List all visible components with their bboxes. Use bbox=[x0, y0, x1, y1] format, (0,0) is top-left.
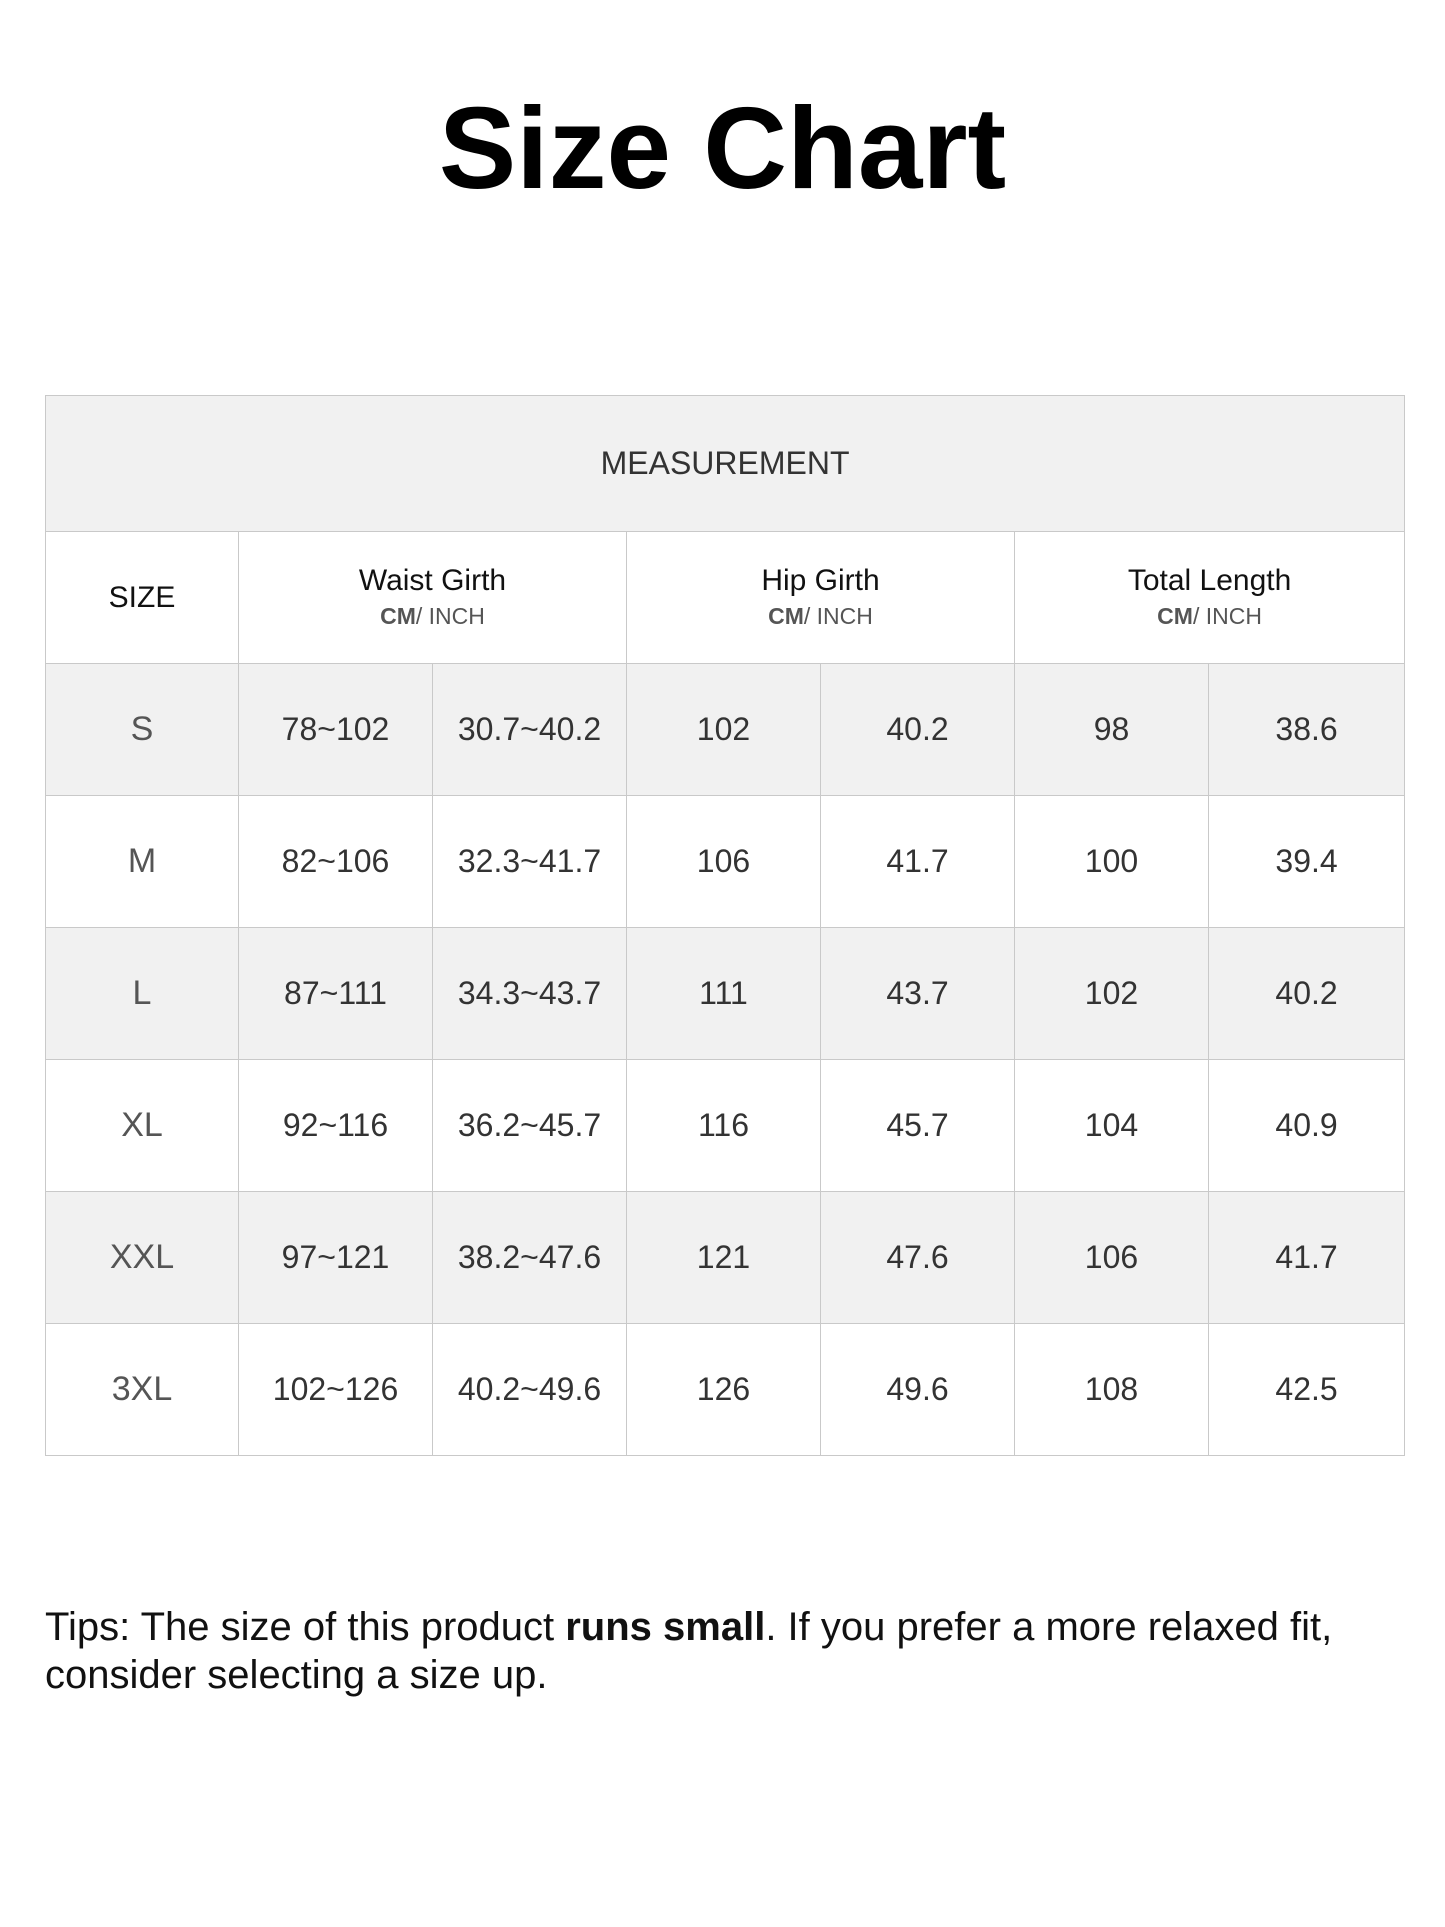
waist-inch-cell: 34.3~43.7 bbox=[433, 928, 627, 1060]
unit-inch: / INCH bbox=[1192, 602, 1262, 629]
unit-inch: / INCH bbox=[415, 602, 485, 629]
hip-cm-cell: 116 bbox=[627, 1060, 821, 1192]
page-title: Size Chart bbox=[438, 83, 1007, 213]
waist-cm-cell: 78~102 bbox=[239, 664, 433, 796]
total-length-unit bbox=[1015, 599, 1404, 633]
waist-inch-cell: 40.2~49.6 bbox=[433, 1324, 627, 1456]
hip-girth-unit bbox=[627, 599, 1014, 633]
waist-inch-cell: 38.2~47.6 bbox=[433, 1192, 627, 1324]
hip-cm-cell: 126 bbox=[627, 1324, 821, 1456]
total-length-title: Total Length bbox=[1127, 563, 1292, 597]
size-cell: 3XL bbox=[46, 1324, 239, 1456]
waist-girth-title: Waist Girth bbox=[358, 563, 507, 597]
tips-text bbox=[45, 1603, 1445, 1699]
hip-cm-cell: 111 bbox=[627, 928, 821, 1060]
tips-emphasis: runs small bbox=[565, 1605, 766, 1649]
size-cell: M bbox=[46, 796, 239, 928]
unit-cm: CM bbox=[768, 602, 804, 629]
table-row bbox=[46, 1324, 1405, 1456]
hip-cm-cell: 106 bbox=[627, 796, 821, 928]
unit-cm: CM bbox=[380, 602, 416, 629]
waist-inch-cell: 36.2~45.7 bbox=[433, 1060, 627, 1192]
size-cell: S bbox=[46, 664, 239, 796]
hip-cm-cell: 102 bbox=[627, 664, 821, 796]
table-row bbox=[46, 928, 1405, 1060]
length-cm-cell: 102 bbox=[1015, 928, 1209, 1060]
size-cell: XXL bbox=[46, 1192, 239, 1324]
length-cm-cell: 106 bbox=[1015, 1192, 1209, 1324]
tips-suffix: . If you prefer a more relaxed fit, consider selecting a size up. bbox=[45, 1605, 1333, 1697]
length-inch-cell: 40.2 bbox=[1209, 928, 1405, 1060]
length-inch-cell: 38.6 bbox=[1209, 664, 1405, 796]
waist-inch-cell: 32.3~41.7 bbox=[433, 796, 627, 928]
waist-cm-cell: 97~121 bbox=[239, 1192, 433, 1324]
hip-inch-cell: 49.6 bbox=[821, 1324, 1015, 1456]
hip-inch-cell: 47.6 bbox=[821, 1192, 1015, 1324]
length-inch-cell: 41.7 bbox=[1209, 1192, 1405, 1324]
length-cm-cell: 108 bbox=[1015, 1324, 1209, 1456]
hip-inch-cell: 40.2 bbox=[821, 664, 1015, 796]
table-row bbox=[46, 664, 1405, 796]
waist-cm-cell: 92~116 bbox=[239, 1060, 433, 1192]
hip-girth-header bbox=[627, 532, 1015, 664]
waist-girth-unit bbox=[239, 599, 626, 633]
waist-cm-cell: 82~106 bbox=[239, 796, 433, 928]
hip-inch-cell: 43.7 bbox=[821, 928, 1015, 1060]
hip-inch-cell: 45.7 bbox=[821, 1060, 1015, 1192]
hip-girth-title: Hip Girth bbox=[761, 563, 880, 597]
waist-cm-cell: 87~111 bbox=[239, 928, 433, 1060]
unit-inch: / INCH bbox=[803, 602, 873, 629]
length-cm-cell: 100 bbox=[1015, 796, 1209, 928]
total-length-header bbox=[1015, 532, 1405, 664]
length-inch-cell: 42.5 bbox=[1209, 1324, 1405, 1456]
column-header-row bbox=[46, 532, 1405, 664]
measurement-header: MEASUREMENT bbox=[46, 396, 1405, 532]
table-row bbox=[46, 1192, 1405, 1324]
waist-girth-header bbox=[239, 532, 627, 664]
length-inch-cell: 40.9 bbox=[1209, 1060, 1405, 1192]
length-cm-cell: 98 bbox=[1015, 664, 1209, 796]
length-cm-cell: 104 bbox=[1015, 1060, 1209, 1192]
hip-inch-cell: 41.7 bbox=[821, 796, 1015, 928]
size-cell: XL bbox=[46, 1060, 239, 1192]
table-row bbox=[46, 1060, 1405, 1192]
unit-cm: CM bbox=[1157, 602, 1193, 629]
size-column-header: SIZE bbox=[46, 532, 239, 664]
waist-cm-cell: 102~126 bbox=[239, 1324, 433, 1456]
measurement-row bbox=[46, 396, 1405, 532]
size-cell: L bbox=[46, 928, 239, 1060]
table-row bbox=[46, 796, 1405, 928]
waist-inch-cell: 30.7~40.2 bbox=[433, 664, 627, 796]
size-table bbox=[45, 395, 1405, 1456]
length-inch-cell: 39.4 bbox=[1209, 796, 1405, 928]
hip-cm-cell: 121 bbox=[627, 1192, 821, 1324]
tips-prefix: Tips: The size of this product bbox=[45, 1605, 566, 1649]
